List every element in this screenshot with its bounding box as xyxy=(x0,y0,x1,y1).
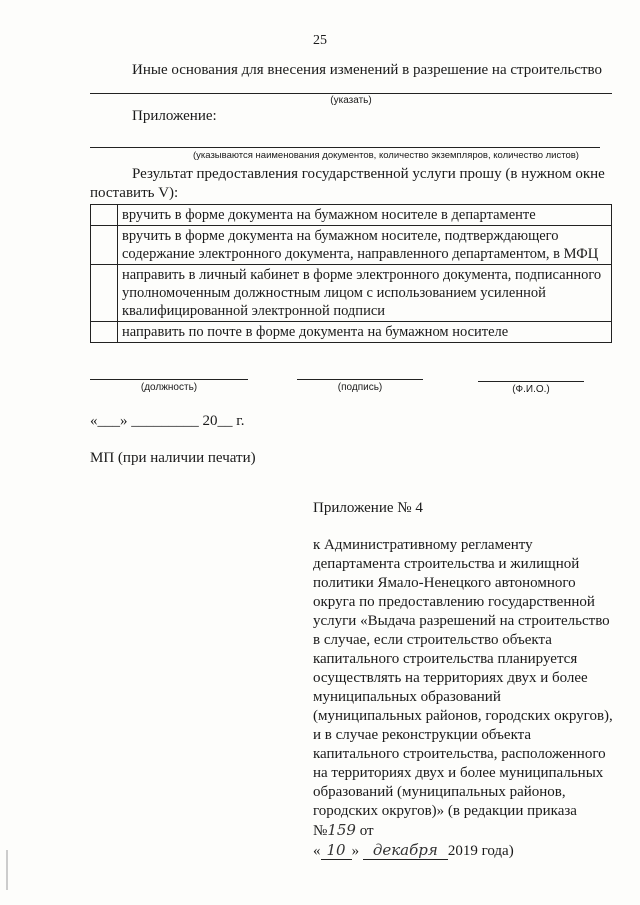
option-row xyxy=(91,265,612,322)
appendix-title: Приложение № 4 xyxy=(313,500,423,516)
appendix-body xyxy=(313,536,613,861)
position-line[interactable] xyxy=(90,379,248,380)
stamp-line: МП (при наличии печати) xyxy=(90,450,256,466)
position-caption: (должность) xyxy=(140,382,198,393)
option-row xyxy=(91,226,612,265)
attachment-caption: (указываются наименования документов, количество экземпляров, количество листов) xyxy=(193,150,579,161)
option-text: вручить в форме документа на бумажном носителе в департаменте xyxy=(118,205,612,226)
scan-margin-mark xyxy=(6,850,8,890)
month-handwritten: декабря xyxy=(363,841,448,860)
signature-caption: (подпись) xyxy=(337,382,383,393)
option-checkbox[interactable] xyxy=(91,226,118,265)
option-text: направить в личный кабинет в форме электронного документа, подписанного уполномоченным должностным лицом с использованием усиленной квалифицированной электронной подписи xyxy=(118,265,612,322)
name-line[interactable] xyxy=(478,381,584,382)
day-handwritten: 10 xyxy=(321,841,352,860)
option-text: вручить в форме документа на бумажном носителе, подтверждающего содержание электронного документа, направленного департаментом, в МФЦ xyxy=(118,226,612,265)
option-row xyxy=(91,205,612,226)
date-close-quote: » xyxy=(351,843,360,859)
appendix-from: от xyxy=(355,823,374,839)
other-grounds-label: Иные основания для внесения изменений в разрешение на строительство xyxy=(132,62,603,78)
order-number-handwritten: 159 xyxy=(327,821,356,839)
page-number: 25 xyxy=(313,33,327,48)
signature-line[interactable] xyxy=(297,379,423,380)
date-open-quote: « xyxy=(313,843,321,859)
option-row xyxy=(91,322,612,343)
date-line: «___» _________ 20__ г. xyxy=(90,413,245,429)
option-checkbox[interactable] xyxy=(91,322,118,343)
option-text: направить по почте в форме документа на бумажном носителе xyxy=(118,322,612,343)
appendix-text: к Административному регламенту департамента строительства и жилищной политики Ямало-Ненецкого автономного округа по предоставлению государственной услуги «Выдача разрешений на строительство в случае, если строительство объекта капитального строительства планируется осуществлять на территориях двух и более муниципальных образований (муниципальных районов, городских округов), и в случае реконструкции объекта капитального строительства, расположенного на территориях двух и более муниципальных образований (муниципальных районов, городских округов)» (в редакции приказа № xyxy=(313,537,613,839)
option-checkbox[interactable] xyxy=(91,205,118,226)
attachment-line[interactable] xyxy=(90,147,600,148)
delivery-options-table xyxy=(90,204,612,343)
other-grounds-line[interactable] xyxy=(90,93,612,94)
specify-caption: (указать) xyxy=(330,95,372,106)
result-instruction: Результат предоставления государственной услуги прошу (в нужном окне поставить V): xyxy=(90,166,605,201)
year-text: 2019 года) xyxy=(447,843,514,859)
option-checkbox[interactable] xyxy=(91,265,118,322)
name-caption: (Ф.И.О.) xyxy=(512,384,550,395)
attachment-label: Приложение: xyxy=(132,108,217,124)
